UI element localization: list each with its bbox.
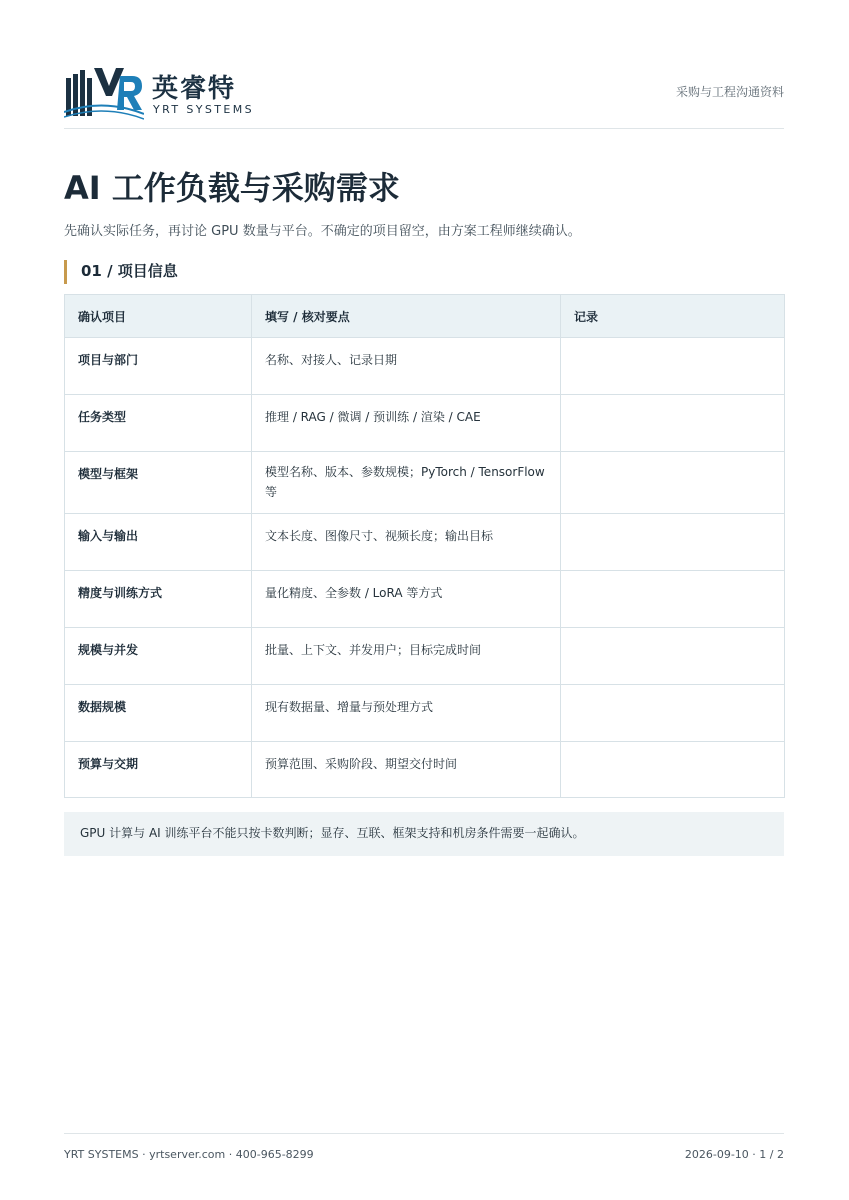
row-item: 预算与交期 bbox=[65, 742, 252, 798]
column-header-points: 填写 / 核对要点 bbox=[252, 295, 561, 338]
row-item: 精度与训练方式 bbox=[65, 571, 252, 628]
row-points: 批量、上下文、并发用户；目标完成时间 bbox=[252, 628, 561, 685]
row-item: 输入与输出 bbox=[65, 514, 252, 571]
row-points: 量化精度、全参数 / LoRA 等方式 bbox=[252, 571, 561, 628]
logo-chinese-name: 英睿特 bbox=[152, 74, 237, 104]
note-box: GPU 计算与 AI 训练平台不能只按卡数判断；显存、互联、框架支持和机房条件需要一起确认。 bbox=[64, 812, 784, 856]
row-record-cell[interactable] bbox=[561, 685, 785, 742]
row-points: 推理 / RAG / 微调 / 预训练 / 渲染 / CAE bbox=[252, 395, 561, 452]
table-row bbox=[65, 338, 785, 395]
row-item: 任务类型 bbox=[65, 395, 252, 452]
section-heading: 01 / 项目信息 bbox=[64, 260, 178, 284]
row-record-cell[interactable] bbox=[561, 571, 785, 628]
page-subtitle: 先确认实际任务，再讨论 GPU 数量与平台。不确定的项目留空，由方案工程师继续确认。 bbox=[64, 224, 581, 239]
row-item: 规模与并发 bbox=[65, 628, 252, 685]
row-points: 文本长度、图像尺寸、视频长度；输出目标 bbox=[252, 514, 561, 571]
row-record-cell[interactable] bbox=[561, 338, 785, 395]
column-header-item: 确认项目 bbox=[65, 295, 252, 338]
page-title: AI 工作负载与采购需求 bbox=[64, 169, 400, 207]
table-header-row bbox=[65, 295, 785, 338]
page-header bbox=[64, 60, 784, 129]
row-record-cell[interactable] bbox=[561, 514, 785, 571]
logo-english-name: YRT SYSTEMS bbox=[153, 103, 255, 116]
row-item: 模型与框架 bbox=[65, 452, 252, 514]
row-record-cell[interactable] bbox=[561, 395, 785, 452]
project-info-table bbox=[64, 294, 785, 798]
footer-contact: YRT SYSTEMS · yrtserver.com · 400-965-8299 bbox=[64, 1148, 314, 1161]
row-item: 项目与部门 bbox=[65, 338, 252, 395]
table-row bbox=[65, 395, 785, 452]
document-type-label: 采购与工程沟通资料 bbox=[675, 85, 784, 99]
page-footer bbox=[64, 1133, 784, 1164]
row-points: 模型名称、版本、参数规模；PyTorch / TensorFlow 等 bbox=[252, 452, 561, 514]
table-row bbox=[65, 571, 785, 628]
row-points: 预算范围、采购阶段、期望交付时间 bbox=[252, 742, 561, 798]
row-record-cell[interactable] bbox=[561, 742, 785, 798]
table-row bbox=[65, 628, 785, 685]
table-row bbox=[65, 742, 785, 798]
footer-date-page: 2026-09-10 · 1 / 2 bbox=[684, 1148, 784, 1161]
row-record-cell[interactable] bbox=[561, 628, 785, 685]
row-record-cell[interactable] bbox=[561, 452, 785, 514]
column-header-record: 记录 bbox=[561, 295, 785, 338]
row-points: 现有数据量、增量与预处理方式 bbox=[252, 685, 561, 742]
table-row bbox=[65, 452, 785, 514]
row-points: 名称、对接人、记录日期 bbox=[252, 338, 561, 395]
yrt-logo-icon bbox=[64, 64, 144, 120]
table-row bbox=[65, 514, 785, 571]
table-row bbox=[65, 685, 785, 742]
row-item: 数据规模 bbox=[65, 685, 252, 742]
